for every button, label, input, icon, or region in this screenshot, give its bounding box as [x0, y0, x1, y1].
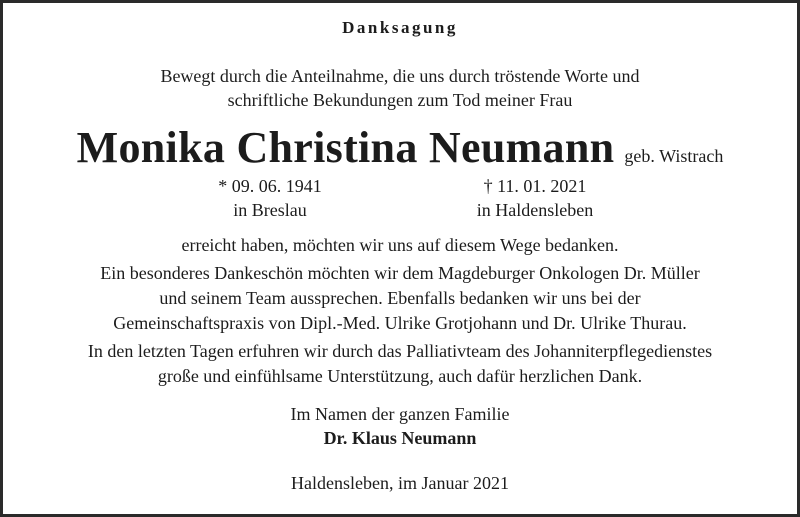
place-date: Haldensleben, im Januar 2021: [291, 473, 509, 493]
birth-name: geb. Wistrach: [624, 146, 724, 166]
death-info: [445, 174, 625, 222]
signatory-name: Dr. Klaus Neumann: [323, 428, 477, 448]
closing-line: Im Namen der ganzen Familie: [290, 404, 510, 424]
death-date: † 11. 01. 2021: [483, 176, 587, 196]
death-place: in Haldensleben: [476, 200, 594, 220]
body-line-2: Ein besonderes Dankeschön möchten wir dem Magdeburger Onkologen Dr. Müller: [100, 263, 700, 283]
deceased-name-row: [0, 122, 800, 173]
body-line-4: Gemeinschaftspraxis von Dipl.-Med. Ulrike Grotjohann und Dr. Ulrike Thurau.: [113, 313, 687, 333]
body-line-3: und seinem Team aussprechen. Ebenfalls bedanken wir uns bei der: [159, 288, 641, 308]
notice-heading: Danksagung: [342, 18, 458, 37]
body-line-5: In den letzten Tagen erfuhren wir durch das Palliativteam des Johanniterpflegedienstes: [87, 341, 713, 361]
deceased-name: Monika Christina Neumann: [76, 123, 615, 172]
body-line-1: erreicht haben, möchten wir uns auf diesem Wege bedanken.: [181, 235, 619, 255]
intro-line-2: schriftliche Bekundungen zum Tod meiner Frau: [227, 90, 573, 110]
body-line-6: große und einfühlsame Unterstützung, auch dafür herzlichen Dank.: [157, 366, 643, 386]
birth-place: in Breslau: [233, 200, 307, 220]
intro-line-1: Bewegt durch die Anteilnahme, die uns durch tröstende Worte und: [160, 66, 640, 86]
birth-info: [190, 174, 350, 222]
birth-date: * 09. 06. 1941: [218, 176, 322, 196]
